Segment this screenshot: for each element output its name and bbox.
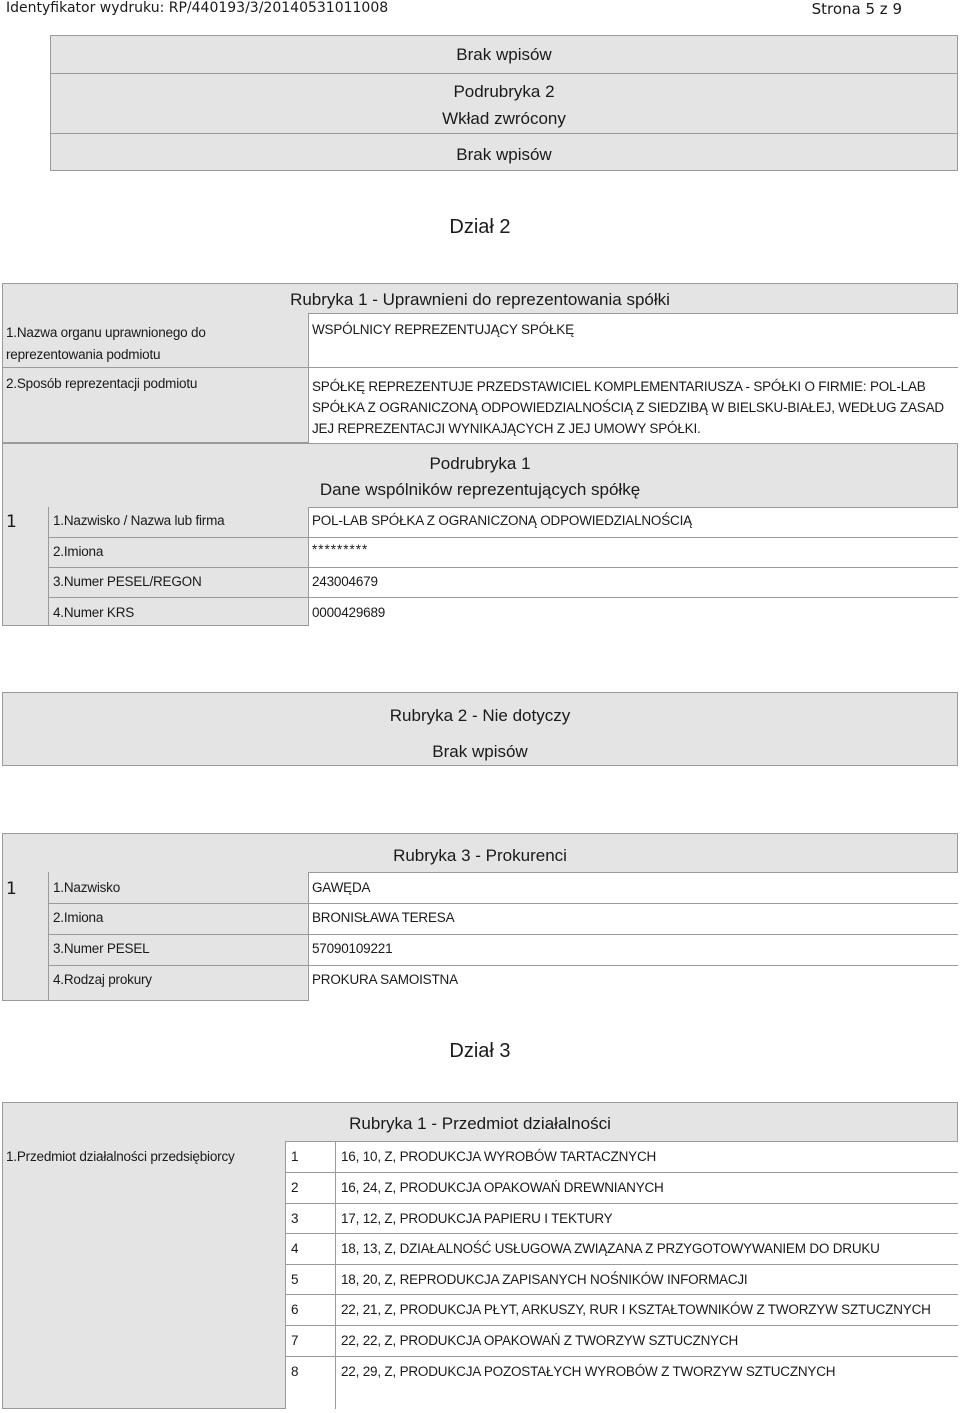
item-number: 8: [291, 1364, 299, 1379]
item-number: 6: [291, 1302, 299, 1317]
item-number: 4: [291, 1241, 299, 1256]
row-value: PROKURA SAMOISTNA: [312, 972, 458, 987]
item-text: 16, 24, Z, PRODUKCJA OPAKOWAŃ DREWNIANYCH: [341, 1180, 664, 1195]
row-label: 1.Nazwisko / Nazwa lub firma: [53, 513, 225, 528]
organ-label: 1.Nazwa organu uprawnionego do reprezentowania podmiotu: [6, 325, 206, 362]
item-text: 18, 20, Z, REPRODUKCJA ZAPISANYCH NOŚNIKÓW INFORMACJI: [341, 1272, 748, 1287]
item-number: 5: [291, 1272, 299, 1287]
row-value: *********: [312, 542, 369, 557]
sposob-label: 2.Sposób reprezentacji podmiotu: [6, 376, 198, 391]
rubryka-1-title: Rubryka 1 - Uprawnieni do reprezentowania spółki: [290, 290, 670, 309]
dzial-3-title: Dział 3: [449, 1040, 511, 1062]
row-value: POL-LAB SPÓŁKA Z OGRANICZONĄ ODPOWIEDZIALNOŚCIĄ: [312, 513, 692, 528]
podrubryka-2-title: Podrubryka 2: [453, 82, 555, 101]
row-value: 243004679: [312, 574, 378, 589]
item-number: 1: [291, 1149, 299, 1164]
entry-number: 1: [6, 512, 17, 532]
podrubryka-2-subtitle: Wkład zwrócony: [442, 109, 566, 128]
row-label: 3.Numer PESEL/REGON: [53, 574, 202, 589]
top-empty-entry-2: Brak wpisów: [456, 145, 552, 164]
organ-value: WSPÓLNICY REPREZENTUJĄCY SPÓŁKĘ: [312, 322, 574, 337]
dzial-3-rubryka-1-title: Rubryka 1 - Przedmiot działalności: [349, 1114, 611, 1133]
row-label: 2.Imiona: [53, 910, 104, 925]
row-label: 3.Numer PESEL: [53, 941, 150, 956]
item-text: 22, 21, Z, PRODUKCJA PŁYT, ARKUSZY, RUR I KSZTAŁTOWNIKÓW Z TWORZYW SZTUCZNYCH: [341, 1302, 931, 1317]
item-text: 22, 22, Z, PRODUKCJA OPAKOWAŃ Z TWORZYW SZTUCZNYCH: [341, 1333, 739, 1348]
row-label: 2.Imiona: [53, 544, 104, 559]
page-number: Strona 5 z 9: [811, 0, 902, 18]
item-text: 18, 13, Z, DZIAŁALNOŚĆ USŁUGOWA ZWIĄZANA Z PRZYGOTOWYWANIEM DO DRUKU: [341, 1241, 880, 1256]
row-value: 57090109221: [312, 941, 393, 956]
rubryka-3-title: Rubryka 3 - Prokurenci: [393, 846, 567, 865]
row-value: GAWĘDA: [312, 880, 371, 895]
row-value: 0000429689: [312, 605, 386, 620]
entry-number: 1: [6, 879, 17, 899]
item-number: 3: [291, 1211, 299, 1226]
top-empty-entry-1: Brak wpisów: [456, 45, 552, 64]
dzial-2-title: Dział 2: [449, 216, 511, 238]
item-number: 7: [291, 1333, 299, 1348]
rubryka-2-value: Brak wpisów: [432, 742, 528, 761]
row-label: 1.Nazwisko: [53, 880, 121, 895]
row-value: BRONISŁAWA TERESA: [312, 910, 455, 925]
rubryka-2-title: Rubryka 2 - Nie dotyczy: [389, 706, 571, 725]
przedmiot-label: 1.Przedmiot działalności przedsiębiorcy: [6, 1149, 235, 1164]
item-text: 16, 10, Z, PRODUKCJA WYROBÓW TARTACZNYCH: [341, 1149, 657, 1164]
podrubryka-1-title: Podrubryka 1: [429, 454, 531, 473]
sposob-value: SPÓŁKĘ REPREZENTUJE PRZEDSTAWICIEL KOMPLEMENTARIUSZA - SPÓŁKI O FIRMIE: POL-LAB SPÓŁKA Z OGRANICZONĄ ODPOWIEDZIALNOŚCIĄ Z SIEDZIBĄ W BIELSKU-BIAŁEJ, WEDŁUG ZASAD JEJ REPREZENTACJI WYNIKAJĄCYCH Z JEJ UMOWY SPÓŁKI.: [312, 379, 944, 436]
row-label: 4.Numer KRS: [53, 605, 135, 620]
row-label: 4.Rodzaj prokury: [53, 972, 152, 987]
item-text: 17, 12, Z, PRODUKCJA PAPIERU I TEKTURY: [341, 1211, 613, 1226]
item-text: 22, 29, Z, PRODUKCJA POZOSTAŁYCH WYROBÓW Z TWORZYW SZTUCZNYCH: [341, 1364, 836, 1379]
item-number: 2: [291, 1180, 299, 1195]
print-identifier: Identyfikator wydruku: RP/440193/3/20140531011008: [6, 0, 389, 16]
podrubryka-1-subtitle: Dane wspólników reprezentujących spółkę: [319, 480, 641, 499]
